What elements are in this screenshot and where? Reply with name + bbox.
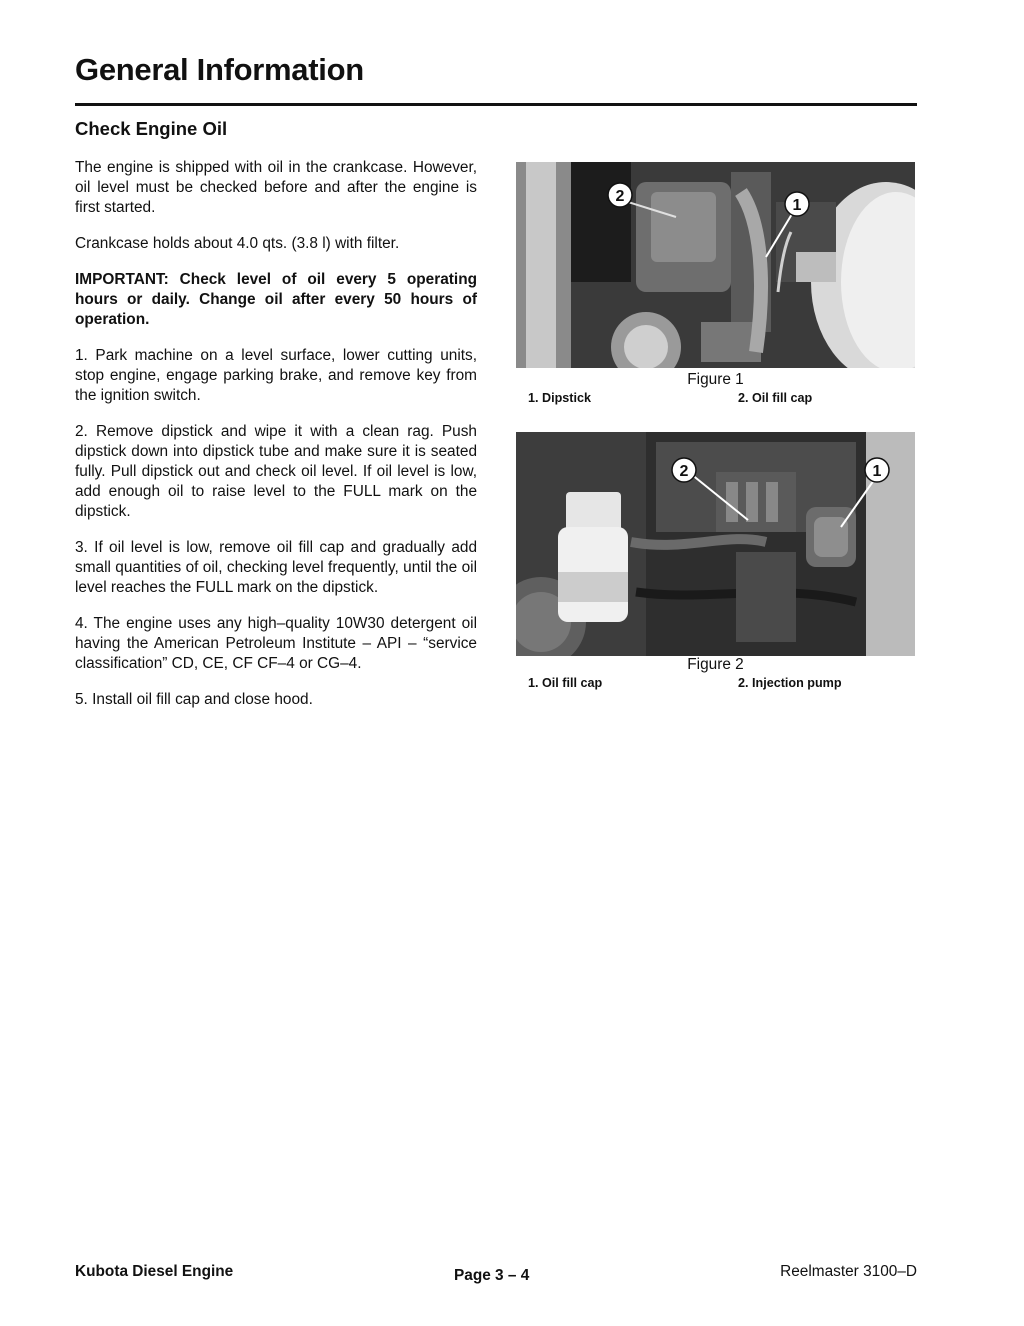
step-3: 3. If oil level is low, remove oil fill cap and gradually add small quantities of oil, checking level frequently, until the oil level reaches the FULL mark on the dipstick. <box>75 539 477 596</box>
section-heading: Check Engine Oil <box>75 118 228 139</box>
page-title: General Information <box>75 52 364 87</box>
step-1: 1. Park machine on a level surface, lower cutting units, stop engine, engage parking brake, and remove key from the ignition switch. <box>75 347 477 404</box>
figure-2-legend-1: 1. Oil fill cap <box>528 676 603 690</box>
paragraph-intro: The engine is shipped with oil in the crankcase. However, oil level must be checked before and after the engine is first started. <box>75 159 477 216</box>
figure-1-caption: Figure 1 <box>687 371 744 388</box>
engine-photo-2 <box>516 432 915 656</box>
callout-1-label: 1 <box>872 463 882 480</box>
callout-2-label: 2 <box>679 463 689 480</box>
figure-2-caption: Figure 2 <box>687 656 744 673</box>
figure-1-photo <box>516 162 915 368</box>
paragraph-important: IMPORTANT: Check level of oil every 5 operating hours or daily. Change oil after every 50 hours of operation. <box>75 271 477 328</box>
figure-1-legend-2: 2. Oil fill cap <box>738 391 813 405</box>
footer-left: Kubota Diesel Engine <box>75 1263 234 1280</box>
callout-1-label: 1 <box>792 197 802 214</box>
footer-page-number: Page 3 – 4 <box>454 1267 530 1284</box>
figure-2-photo <box>516 432 915 656</box>
engine-photo-1 <box>516 162 915 368</box>
step-5: 5. Install oil fill cap and close hood. <box>75 691 313 708</box>
figure-1-legend-1: 1. Dipstick <box>528 391 591 405</box>
paragraph-capacity: Crankcase holds about 4.0 qts. (3.8 l) with filter. <box>75 235 400 252</box>
body-text <box>75 158 477 726</box>
callout-2-label: 2 <box>615 188 625 205</box>
step-4: 4. The engine uses any high–quality 10W30 detergent oil having the American Petroleum Institute – API – “service classification” CD, CE, CF CF–4 or CG–4. <box>75 615 477 672</box>
title-rule <box>75 103 917 106</box>
footer-right: Reelmaster 3100–D <box>780 1263 917 1280</box>
figure-2-legend-2: 2. Injection pump <box>738 676 842 690</box>
step-2: 2. Remove dipstick and wipe it with a clean rag. Push dipstick down into dipstick tube and make sure it is seated fully. Pull dipstick out and check oil level. If oil level is low, add enough oil to raise level to the FULL mark on the dipstick. <box>75 423 477 520</box>
